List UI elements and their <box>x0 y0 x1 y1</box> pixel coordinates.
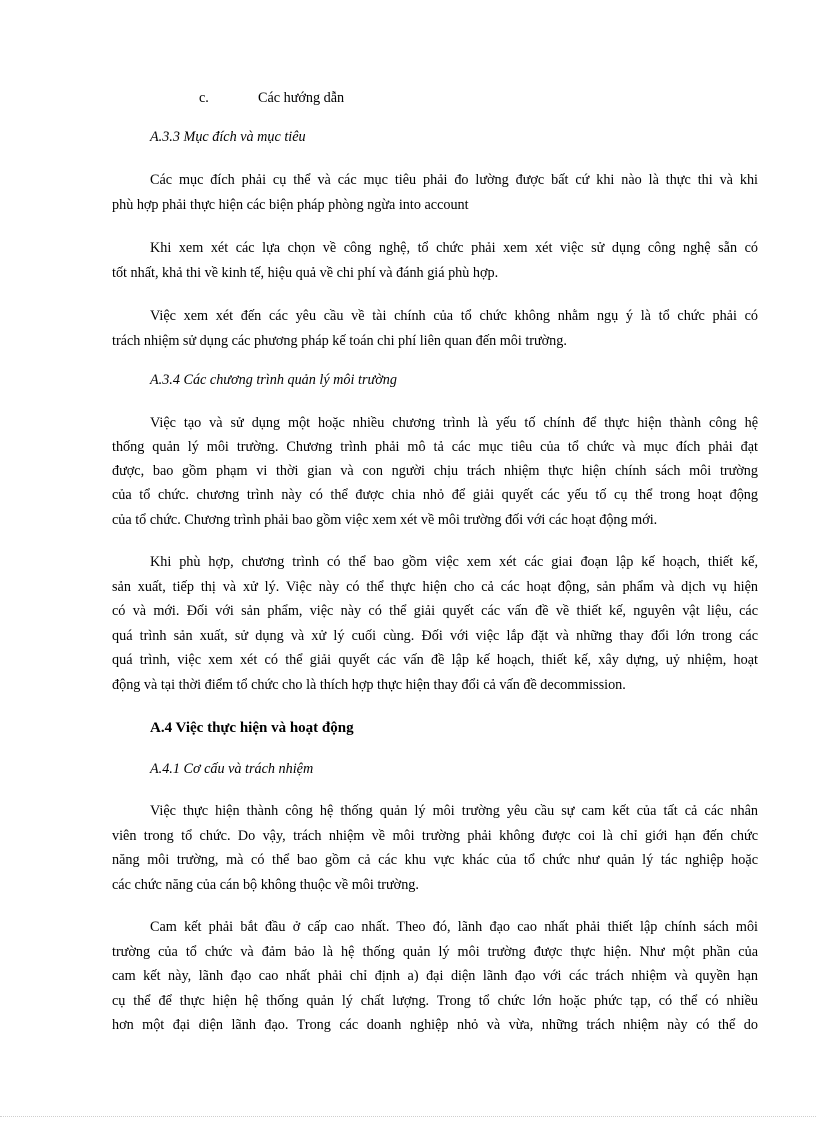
paragraph-line: quá trình sản xuất, sử dụng và xử lý cuối cùng. Đối với việc lắp đặt và những thay đổi lớn trong các <box>112 628 758 644</box>
paragraph-line: được, bao gồm phạm vi thời gian và con người chịu trách nhiệm thực hiện chính sách môi trường <box>112 463 758 479</box>
paragraph-line: trường của tổ chức và đảm bảo là hệ thống quản lý môi trường được thực hiện. Như một phần của <box>112 944 758 960</box>
list-item-text: Các hướng dẫn <box>258 90 345 106</box>
paragraph-line: các chức năng của cán bộ không thuộc về môi trường. <box>112 877 419 893</box>
paragraph-line: của tổ chức. chương trình này có thể được chia nhỏ để giải quyết các yếu tố cụ thể trong hoạt động <box>112 487 758 503</box>
paragraph-line: Khi phù hợp, chương trình có thể bao gồm việc xem xét các giai đoạn lập kế hoạch, thiết kế, <box>150 554 758 570</box>
section-heading-a34: A.3.4 Các chương trình quản lý môi trường <box>150 372 397 388</box>
paragraph-line: tốt nhất, khả thi về kinh tế, hiệu quả về chi phí và đánh giá phù hợp. <box>112 265 499 281</box>
paragraph-line: viên trong tổ chức. Do vậy, trách nhiệm về môi trường phải không được coi là chỉ giới hạn đến chức <box>112 828 758 844</box>
section-heading-a33: A.3.3 Mục đích và mục tiêu <box>150 129 306 145</box>
paragraph-line: Cam kết phải bắt đầu ở cấp cao nhất. Theo đó, lãnh đạo cao nhất phải thiết lập chính sách môi <box>150 919 758 935</box>
page-bottom-edge <box>0 1116 816 1117</box>
paragraph-line: Việc xem xét đến các yêu cầu về tài chính của tổ chức không nhằm ngụ ý là tổ chức phải có <box>150 308 758 324</box>
paragraph-line: Việc thực hiện thành công hệ thống quản lý môi trường yêu cầu sự cam kết của tất cả các nhân <box>150 803 758 819</box>
paragraph-line: có và mới. Đối với sản phẩm, việc này có thể giải quyết các vấn đề về thiết kế, nguyên vật liệu, các <box>112 603 758 619</box>
paragraph-line: cam kết này, lãnh đạo cao nhất phải chỉ định a) đại diện lãnh đạo với các trách nhiệm và quyền hạn <box>112 968 758 984</box>
paragraph-line: cụ thể để thực hiện hệ thống quản lý chất lượng. Trong tổ chức lớn hoặc phức tạp, có thể có nhiều <box>112 993 758 1009</box>
paragraph-line: của tổ chức. Chương trình phải bao gồm việc xem xét về môi trường đối với các hoạt động mới. <box>112 512 658 528</box>
paragraph-line: thống quản lý môi trường. Chương trình phải mô tả các mục tiêu của tổ chức và mục đích phải đạt <box>112 439 758 455</box>
paragraph-line: Việc tạo và sử dụng một hoặc nhiều chương trình là yếu tố chính để thực hiện thành công hệ <box>150 415 758 431</box>
section-heading-a41: A.4.1 Cơ cấu và trách nhiệm <box>150 761 314 777</box>
section-heading-a4: A.4 Việc thực hiện và hoạt động <box>150 720 354 736</box>
paragraph-line: năng môi trường, mà có thể bao gồm cả các khu vực khác của tổ chức như quản lý tác nghiệp hoặc <box>112 852 758 868</box>
paragraph-line: động và tại thời điểm tổ chức cho là thích hợp thực hiện thay đổi cả vấn đề decommission. <box>112 677 626 693</box>
paragraph-line: hơn một đại diện lãnh đạo. Trong các doanh nghiệp nhỏ và vừa, những trách nhiệm này có thể do <box>112 1017 758 1033</box>
paragraph-line: Các mục đích phải cụ thể và các mục tiêu phải đo lường được bất cứ khi nào là thực thi và khi <box>150 172 758 188</box>
paragraph-line: quá trình, việc xem xét có thể giải quyết các vấn đề lập kế hoạch, thiết kế, xây dựng, uỷ nhiệm, hoạt <box>112 652 758 668</box>
paragraph-line: Khi xem xét các lựa chọn về công nghệ, tổ chức phải xem xét việc sử dụng công nghệ sẵn có <box>150 240 758 256</box>
paragraph-line: phù hợp phải thực hiện các biện pháp phòng ngừa into account <box>112 197 469 213</box>
paragraph-line: trách nhiệm sử dụng các phương pháp kế toán chi phí liên quan đến môi trường. <box>112 333 567 349</box>
list-item-marker: c. <box>199 90 209 106</box>
paragraph-line: sản xuất, tiếp thị và xử lý. Việc này có thể thực hiện cho cả các hoạt động, sản phẩm và dịch vụ hiện <box>112 579 758 595</box>
